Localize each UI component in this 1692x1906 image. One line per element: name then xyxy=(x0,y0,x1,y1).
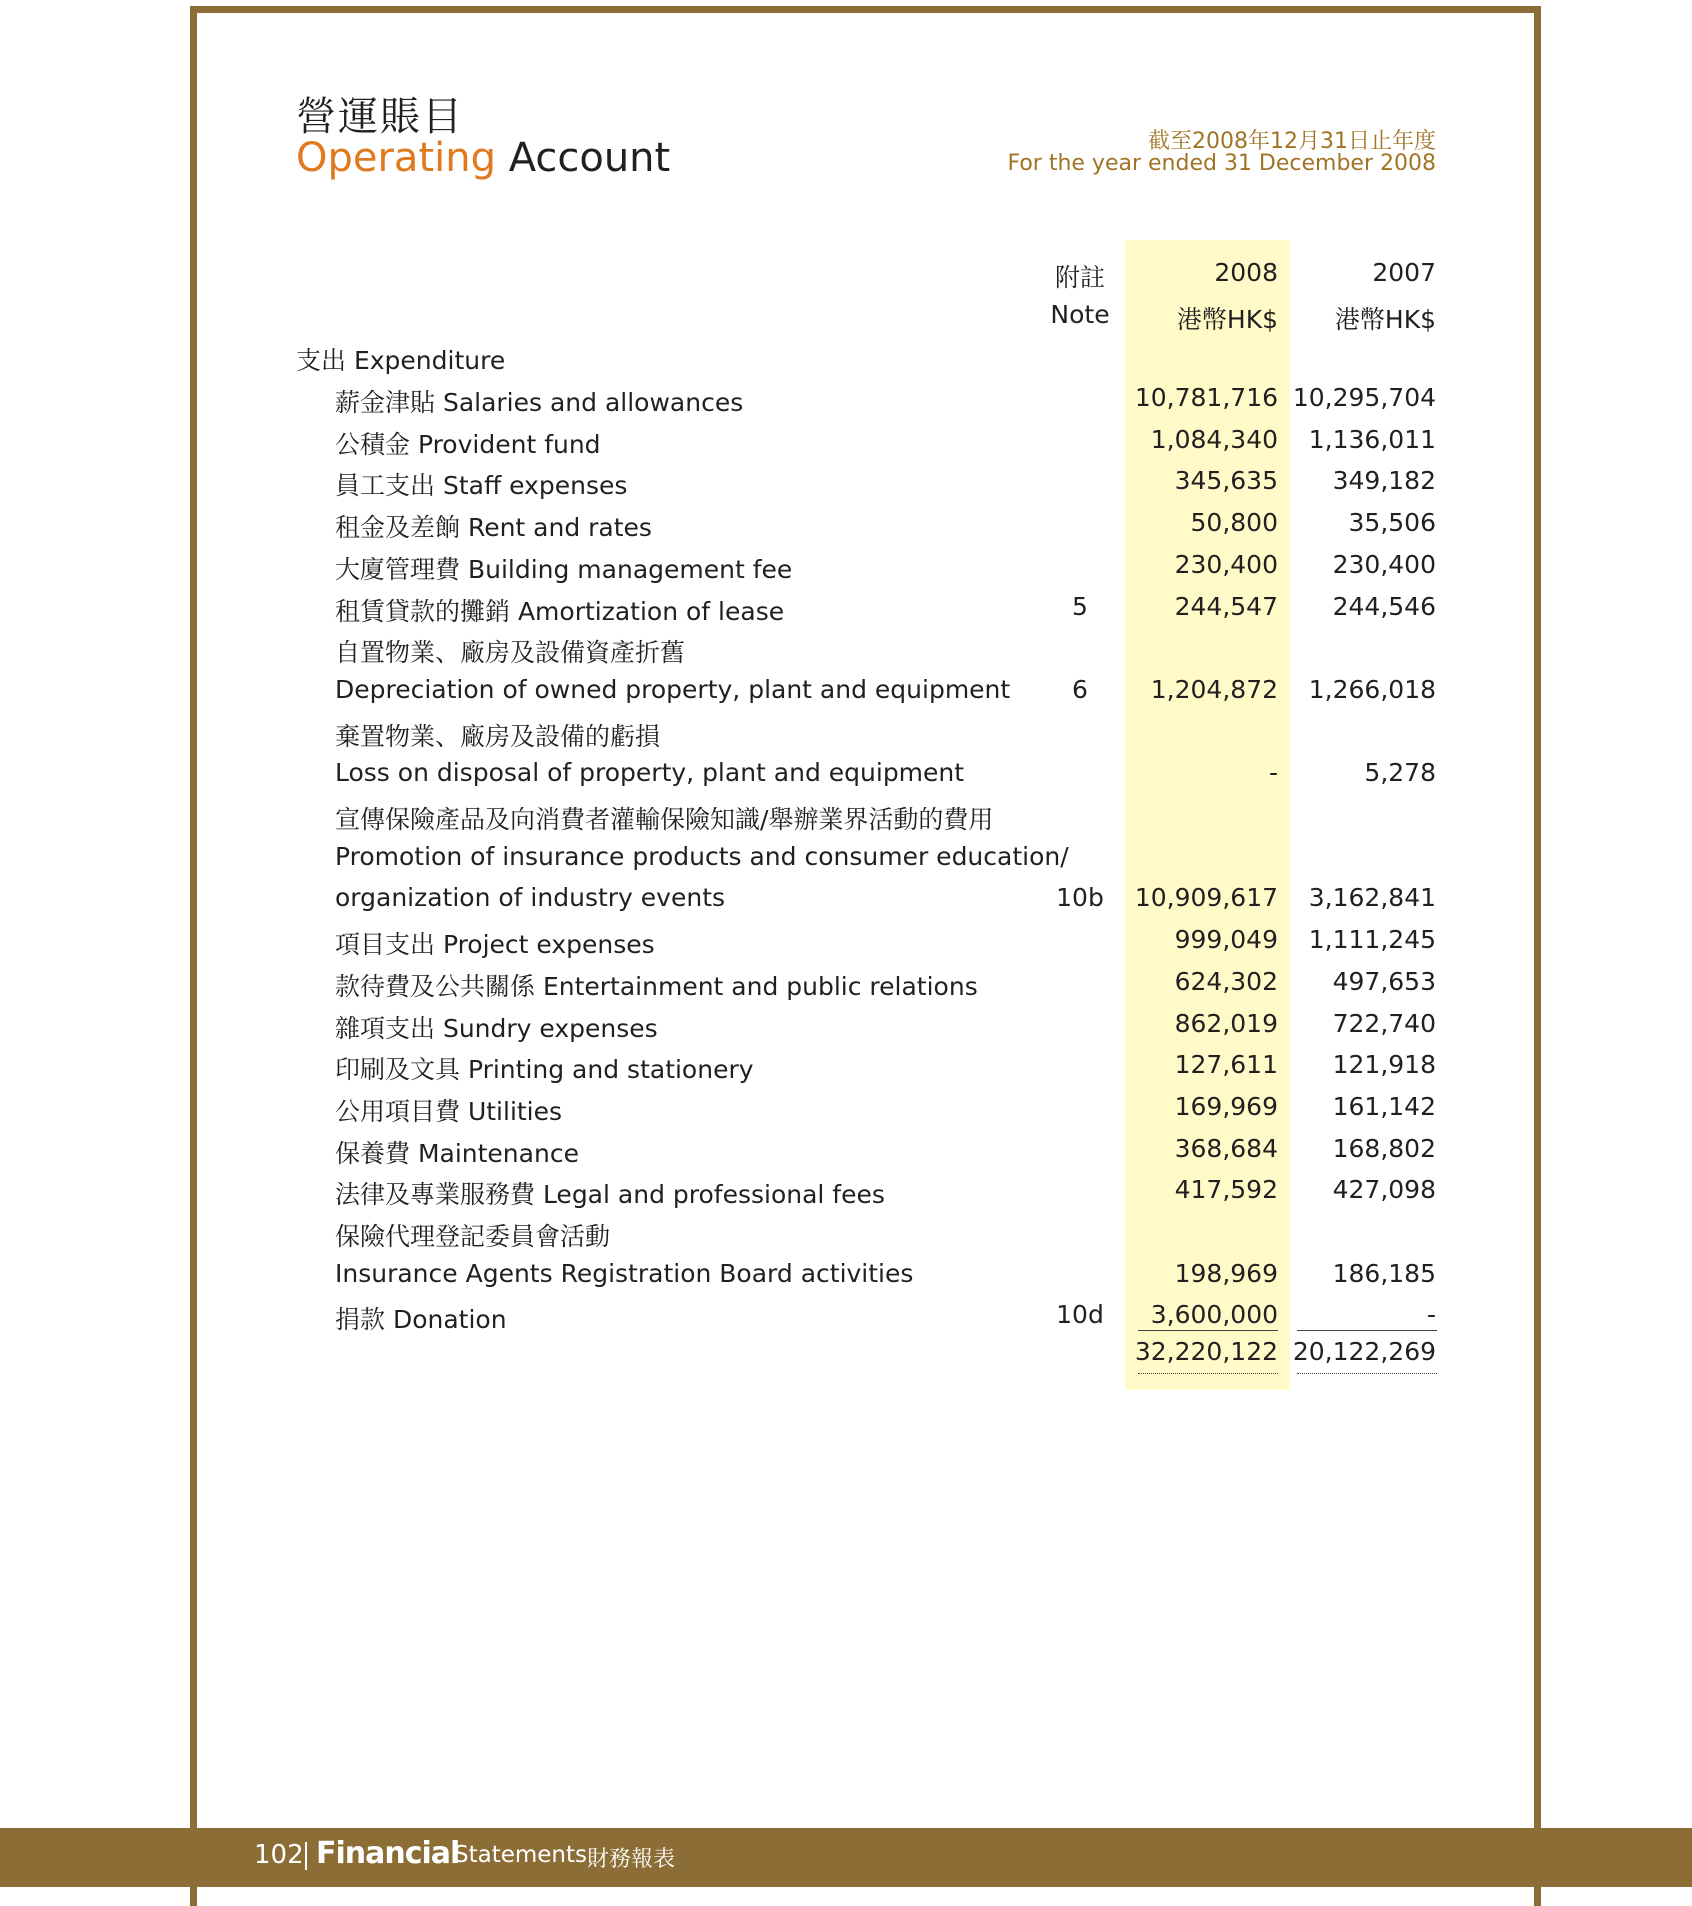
table-row xyxy=(0,592,1692,632)
unit-2007-header: 港幣HK$ xyxy=(1334,305,1436,334)
footer-section-rest: Statements xyxy=(454,1842,588,1868)
row-value-2007: 427,098 xyxy=(1332,1175,1436,1205)
note-header-cn: 附註 xyxy=(1054,263,1105,292)
title-rest: Account xyxy=(495,135,671,181)
row-label: 款待費及公共關係 Entertainment and public relations xyxy=(335,971,978,1001)
period-chinese: 截至2008年12月31日止年度 xyxy=(1148,129,1436,154)
row-note: 10d xyxy=(1056,1300,1104,1330)
year-2007-header: 2007 xyxy=(1372,258,1436,287)
row-value-2007: 349,182 xyxy=(1332,466,1436,496)
table-row xyxy=(0,842,1692,882)
row-value-2007: 244,546 xyxy=(1332,591,1436,621)
row-label: 大廈管理費 Building management fee xyxy=(335,554,793,584)
row-label: 捐款 Donation xyxy=(335,1305,507,1335)
row-value-2008: 198,969 xyxy=(1174,1258,1278,1288)
table-row xyxy=(0,883,1692,923)
unit-2008-header: 港幣HK$ xyxy=(1176,305,1278,334)
row-label: 保養費 Maintenance xyxy=(335,1138,579,1168)
row-value-2008: 1,204,872 xyxy=(1150,674,1278,704)
row-value-2008: 1,084,340 xyxy=(1150,424,1278,454)
row-label: 棄置物業、廠房及設備的虧損 xyxy=(335,721,661,751)
row-value-2008: 127,611 xyxy=(1174,1050,1278,1080)
row-label: 保險代理登記委員會活動 xyxy=(335,1222,611,1251)
row-value-2007: 1,111,245 xyxy=(1308,925,1436,955)
row-note: 5 xyxy=(1072,591,1088,621)
row-value-2007: 168,802 xyxy=(1332,1133,1436,1163)
row-value-2007: 121,918 xyxy=(1332,1050,1436,1080)
row-label: 租賃貸款的攤銷 Amortization of lease xyxy=(335,596,785,626)
table-row xyxy=(0,800,1692,840)
table-row xyxy=(0,466,1692,506)
total-2008: 32,220,122 xyxy=(1134,1337,1278,1366)
row-label: 印刷及文具 Printing and stationery xyxy=(335,1055,754,1085)
row-value-2007: 161,142 xyxy=(1332,1091,1436,1121)
row-label: 雜項支出 Sundry expenses xyxy=(335,1013,658,1043)
row-value-2007: 1,266,018 xyxy=(1308,674,1436,704)
row-label: Promotion of insurance products and consumer education/ xyxy=(335,841,1069,871)
row-value-2007: 5,278 xyxy=(1364,758,1436,788)
row-label: Insurance Agents Registration Board activities xyxy=(335,1258,914,1288)
row-value-2008: 10,909,617 xyxy=(1134,883,1278,913)
section-heading xyxy=(0,341,1692,381)
footer-section-cn: 財務報表 xyxy=(587,1847,676,1872)
row-value-2008: 624,302 xyxy=(1174,966,1278,996)
row-value-2007: 230,400 xyxy=(1332,549,1436,579)
row-label: 宣傳保險產品及向消費者灌輸保險知識/舉辦業界活動的費用 xyxy=(335,805,994,834)
table-row xyxy=(0,758,1692,798)
year-2008-header: 2008 xyxy=(1214,258,1278,287)
table-row xyxy=(0,1259,1692,1299)
row-value-2008: 3,600,000 xyxy=(1150,1300,1278,1330)
row-value-2008: 345,635 xyxy=(1174,466,1278,496)
row-value-2008: 169,969 xyxy=(1174,1091,1278,1121)
table-row xyxy=(0,967,1692,1007)
table-row xyxy=(0,1217,1692,1257)
row-label: Depreciation of owned property, plant and equipment xyxy=(335,674,1011,704)
row-value-2007: - xyxy=(1426,1300,1436,1330)
row-value-2008: - xyxy=(1268,758,1278,788)
row-value-2007: 722,740 xyxy=(1332,1008,1436,1038)
period-english: For the year ended 31 December 2008 xyxy=(1007,151,1436,176)
row-label: organization of industry events xyxy=(335,883,726,913)
table-row xyxy=(0,675,1692,715)
footer-section-bold: Financial xyxy=(316,1836,460,1871)
row-label: 公積金 Provident fund xyxy=(335,429,601,459)
row-label: 項目支出 Project expenses xyxy=(335,930,655,960)
row-value-2008: 10,781,716 xyxy=(1134,383,1278,412)
row-value-2008: 50,800 xyxy=(1190,508,1278,538)
table-row xyxy=(0,717,1692,757)
row-label: 薪金津貼 Salaries and allowances xyxy=(335,388,744,417)
table-row xyxy=(0,1134,1692,1174)
footer-separator xyxy=(305,1842,307,1870)
total-2007: 20,122,269 xyxy=(1292,1337,1436,1366)
row-note: 6 xyxy=(1072,674,1088,704)
row-label: 法律及專業服務費 Legal and professional fees xyxy=(335,1180,885,1210)
row-label: 員工支出 Staff expenses xyxy=(335,471,628,501)
page-number: 102 xyxy=(254,1840,304,1870)
row-label: 租金及差餉 Rent and rates xyxy=(335,513,652,543)
subtotal-rule-2007 xyxy=(1297,1330,1437,1331)
row-value-2008: 368,684 xyxy=(1174,1133,1278,1163)
subtotal-rule-2008 xyxy=(1138,1330,1278,1331)
table-row xyxy=(0,1050,1692,1090)
table-row xyxy=(0,425,1692,465)
table-row xyxy=(0,1300,1692,1340)
row-value-2007: 35,506 xyxy=(1348,508,1436,538)
section-title: 支出 Expenditure xyxy=(296,346,506,375)
note-header-en: Note xyxy=(1050,300,1110,329)
table-row xyxy=(0,383,1692,423)
total-row xyxy=(0,1337,1692,1377)
title-highlight: Operating xyxy=(296,135,496,181)
row-note: 10b xyxy=(1056,883,1104,913)
row-value-2008: 244,547 xyxy=(1174,591,1278,621)
table-row xyxy=(0,1175,1692,1215)
row-value-2007: 497,653 xyxy=(1332,966,1436,996)
table-row xyxy=(0,925,1692,965)
row-value-2007: 186,185 xyxy=(1332,1258,1436,1288)
row-value-2008: 862,019 xyxy=(1174,1008,1278,1038)
total-rule-2007 xyxy=(1297,1373,1437,1374)
total-rule-2008 xyxy=(1138,1373,1278,1374)
table-row xyxy=(0,550,1692,590)
table-row xyxy=(0,1009,1692,1049)
row-value-2008: 230,400 xyxy=(1174,549,1278,579)
row-label: 自置物業、廠房及設備資產折舊 xyxy=(335,638,686,668)
row-value-2007: 3,162,841 xyxy=(1308,883,1436,913)
row-value-2007: 10,295,704 xyxy=(1292,383,1436,412)
table-row xyxy=(0,508,1692,548)
row-label: Loss on disposal of property, plant and equipment xyxy=(335,758,965,788)
title-chinese: 營運賬目 xyxy=(296,94,464,140)
row-value-2008: 999,049 xyxy=(1174,925,1278,955)
table-row xyxy=(0,1092,1692,1132)
title-english xyxy=(296,135,670,181)
footer-bar xyxy=(0,1828,1692,1887)
row-value-2008: 417,592 xyxy=(1174,1175,1278,1205)
row-label: 公用項目費 Utilities xyxy=(335,1096,563,1126)
table-row xyxy=(0,633,1692,673)
row-value-2007: 1,136,011 xyxy=(1308,424,1436,454)
